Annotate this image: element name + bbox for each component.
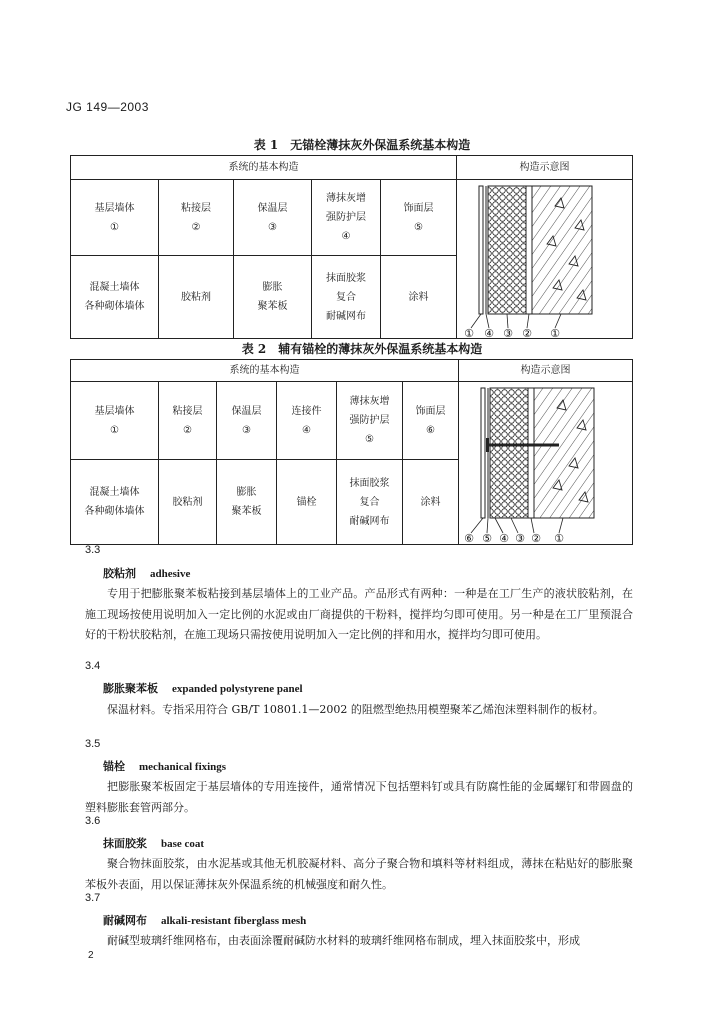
section-number: 3.6 — [85, 815, 101, 827]
diagram-label: ① — [464, 327, 474, 338]
table2-group-header: 系统的基本构造 — [71, 360, 459, 382]
t1-layer-1: 基层墙体 ① — [71, 180, 159, 256]
section-term: 锚栓 mechanical fixings — [103, 760, 227, 773]
section-paragraph: 保温材料。专指采用符合 GB/T 10801.1—2002 的阻燃型绝热用模塑聚苯乙烯泡沫塑料制作的板材。 — [107, 703, 604, 716]
section-number: 3.5 — [85, 738, 101, 750]
t2-layer-5: 薄抹灰增 强防护层 ⑤ — [337, 382, 403, 460]
t2-material-1: 混凝土墙体 各种砌体墙体 — [71, 460, 159, 545]
section-paragraph: 把膨胀聚苯板固定于基层墙体的专用连接件，通常情况下包括塑料钉或具有防腐性能的金属螺钉和带圆盘的塑料膨胀套管两部分。 — [85, 780, 633, 814]
diagram-label: ③ — [503, 327, 513, 338]
page-number: 2 — [88, 950, 94, 961]
finish-layer — [479, 186, 483, 314]
t1-material-4: 抹面胶浆 复合 耐碱网布 — [312, 256, 381, 339]
t1-material-1: 混凝土墙体 各种砌体墙体 — [71, 256, 159, 339]
diagram-label: ① — [554, 532, 564, 544]
t1-layer-4: 薄抹灰增 强防护层 ④ — [312, 180, 381, 256]
diagram-label: ② — [522, 327, 532, 338]
section-paragraph: 专用于把膨胀聚苯板粘接到基层墙体上的工业产品。产品形式有两种：一种是在工厂生产的液状胶粘剂，在施工现场按使用说明加入一定比例的水泥或由厂商提供的干粉料，搅拌均匀即可使用。另一种是在工厂里预混合好的干粉状胶粘剂，在施工现场只需按使用说明加入一定比例的拌和用水，搅拌均匀即可使用。 — [85, 587, 633, 641]
t2-layer-3: 保温层 ③ — [217, 382, 277, 460]
diagram-label: ④ — [484, 327, 494, 338]
t1-layer-3: 保温层 ③ — [234, 180, 312, 256]
adhesive-layer — [528, 388, 534, 518]
t2-material-4: 锚栓 — [277, 460, 337, 545]
table1-group-header: 系统的基本构造 — [71, 156, 457, 180]
adhesive-layer — [526, 186, 532, 314]
t2-layer-6: 饰面层 ⑥ — [403, 382, 459, 460]
diagram-label: ⑤ — [482, 532, 492, 544]
section-term: 膨胀聚苯板 expanded polystyrene panel — [103, 682, 303, 695]
table2 — [70, 359, 633, 545]
diagram-label: ③ — [515, 532, 525, 544]
wall-section-diagram-with-anchor — [459, 382, 633, 544]
table1 — [70, 155, 633, 339]
t2-material-3: 膨胀 聚苯板 — [217, 460, 277, 545]
section-term: 胶粘剂 adhesive — [103, 567, 191, 580]
section-number: 3.3 — [85, 544, 101, 556]
section-term: 抹面胶浆 base coat — [103, 837, 205, 850]
t1-material-2: 胶粘剂 — [159, 256, 234, 339]
insulation-layer — [488, 186, 526, 314]
table2-diagram — [459, 382, 633, 545]
section-paragraph: 聚合物抹面胶浆，由水泥基或其他无机胶凝材料、高分子聚合物和填料等材料组成，薄抹在粘贴好的膨胀聚苯板外表面，用以保证薄抹灰外保温系统的机械强度和耐久性。 — [85, 857, 633, 891]
t2-material-5: 抹面胶浆 复合 耐碱网布 — [337, 460, 403, 545]
diagram-label: ④ — [499, 532, 509, 544]
table1-diagram — [457, 180, 633, 339]
diagram-label: ② — [531, 532, 541, 544]
section-term: 耐碱网布 alkali-resistant fiberglass mesh — [103, 914, 307, 927]
insulation-layer — [490, 388, 528, 518]
wall-section-diagram — [457, 180, 633, 338]
t2-material-2: 胶粘剂 — [159, 460, 217, 545]
diagram-callouts — [471, 314, 561, 328]
diagram-callouts — [471, 518, 563, 533]
section-number: 3.4 — [85, 660, 101, 672]
table1-caption: 表 1 无锚栓薄抹灰外保温系统基本构造 — [253, 138, 471, 152]
base-wall — [534, 388, 594, 518]
table2-diagram-header: 构造示意图 — [459, 360, 633, 382]
standard-code: JG 149—2003 — [66, 100, 149, 114]
section-paragraph: 耐碱型玻璃纤维网格布，由表面涂覆耐碱防水材料的玻璃纤维网格布制成，埋入抹面胶浆中，形成 — [107, 934, 580, 947]
finish-layer — [481, 388, 485, 518]
base-wall — [532, 186, 592, 314]
t2-layer-1: 基层墙体 ① — [71, 382, 159, 460]
section-number: 3.7 — [85, 892, 101, 904]
t1-material-3: 膨胀 聚苯板 — [234, 256, 312, 339]
diagram-label: ⑥ — [464, 532, 474, 544]
t1-material-5: 涂料 — [381, 256, 457, 339]
t2-layer-2: 粘接层 ② — [159, 382, 217, 460]
diagram-label: ① — [550, 327, 560, 338]
table2-caption: 表 2 辅有锚栓的薄抹灰外保温系统基本构造 — [241, 342, 483, 356]
t1-layer-2: 粘接层 ② — [159, 180, 234, 256]
t2-layer-4: 连接件 ④ — [277, 382, 337, 460]
t1-layer-5: 饰面层 ⑤ — [381, 180, 457, 256]
table1-diagram-header: 构造示意图 — [457, 156, 633, 180]
t2-material-6: 涂料 — [403, 460, 459, 545]
